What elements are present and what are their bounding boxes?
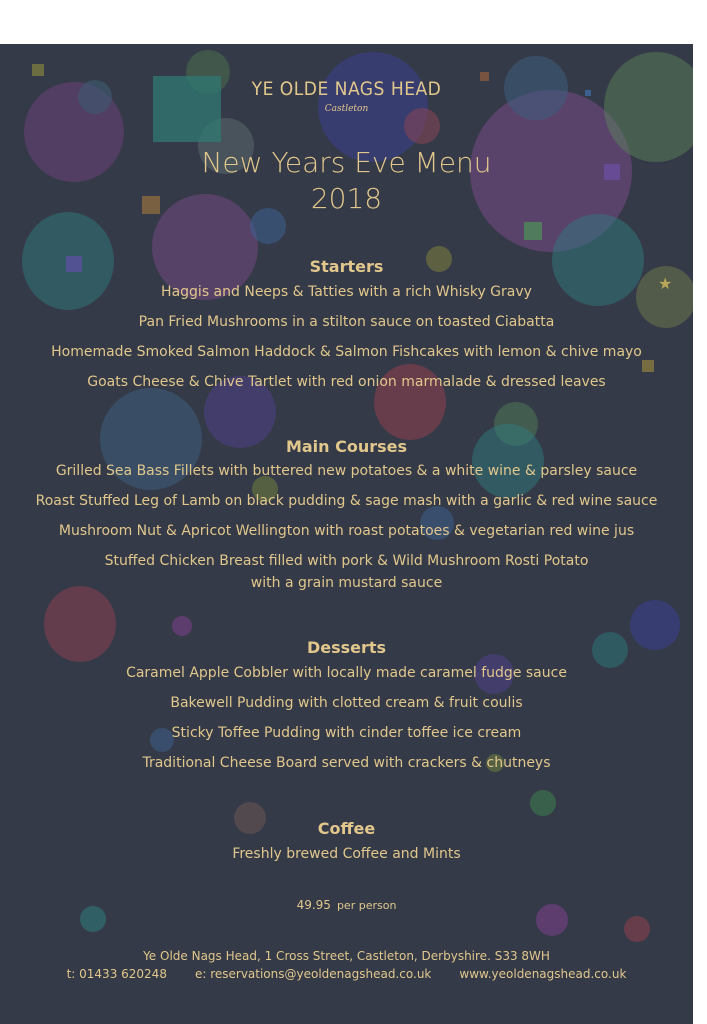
decor-bubble <box>624 916 650 942</box>
menu-year: 2018 <box>310 182 383 215</box>
menu-item: Caramel Apple Cobbler with locally made caramel fudge sauce <box>126 665 567 681</box>
menu-item: Grilled Sea Bass Fillets with buttered new potatoes & a white wine & parsley sauce <box>55 463 638 479</box>
brand-location: Castleton <box>324 104 369 114</box>
price-line <box>0 898 693 912</box>
decor-square <box>32 64 44 76</box>
menu-page <box>0 44 693 1024</box>
decor-bubble <box>472 424 544 498</box>
brand-name: YE OLDE NAGS HEAD <box>251 78 442 100</box>
section-heading-main-courses: Main Courses <box>285 437 408 456</box>
menu-title: New Years Eve Menu <box>201 146 492 179</box>
decor-square <box>642 360 654 372</box>
menu-item: Homemade Smoked Salmon Haddock & Salmon Fishcakes with lemon & chive mayo <box>51 344 642 360</box>
section-heading-coffee: Coffee <box>317 819 376 838</box>
menu-item: Sticky Toffee Pudding with cinder toffee ice cream <box>171 725 522 741</box>
section-heading-desserts: Desserts <box>306 638 387 657</box>
footer-website: www.yeoldenagshead.co.uk <box>459 967 627 981</box>
menu-item: Goats Cheese & Chive Tartlet with red onion marmalade & dressed leaves <box>87 374 606 390</box>
footer-phone: t: 01433 620248 <box>66 967 167 981</box>
decor-bubble <box>172 616 192 636</box>
decor-bubble <box>530 790 556 816</box>
menu-item: Pan Fried Mushrooms in a stilton sauce on toasted Ciabatta <box>138 314 555 330</box>
price-unit: per person <box>336 899 397 912</box>
menu-item: Traditional Cheese Board served with crackers & chutneys <box>142 755 551 771</box>
footer-address: Ye Olde Nags Head, 1 Cross Street, Castleton, Derbyshire. S33 8WH <box>143 949 550 963</box>
section-heading-starters: Starters <box>309 257 384 276</box>
footer-contact <box>0 967 693 981</box>
menu-item: Roast Stuffed Leg of Lamb on black pudding & sage mash with a garlic & red wine sauce <box>35 493 658 509</box>
menu-item: Bakewell Pudding with clotted cream & fruit coulis <box>170 695 523 711</box>
price-amount: 49.95 <box>296 898 331 912</box>
menu-item-continued: with a grain mustard sauce <box>250 575 443 591</box>
menu-item: Stuffed Chicken Breast filled with pork & Wild Mushroom Rosti Potato <box>104 553 589 569</box>
menu-item: Mushroom Nut & Apricot Wellington with roast potatoes & vegetarian red wine jus <box>58 523 635 539</box>
decor-square <box>524 222 542 240</box>
footer-email: e: reservations@yeoldenagshead.co.uk <box>194 967 432 981</box>
star-icon: ★ <box>658 274 673 293</box>
menu-item: Freshly brewed Coffee and Mints <box>232 846 461 862</box>
menu-item: Haggis and Neeps & Tatties with a rich Whisky Gravy <box>161 284 532 300</box>
